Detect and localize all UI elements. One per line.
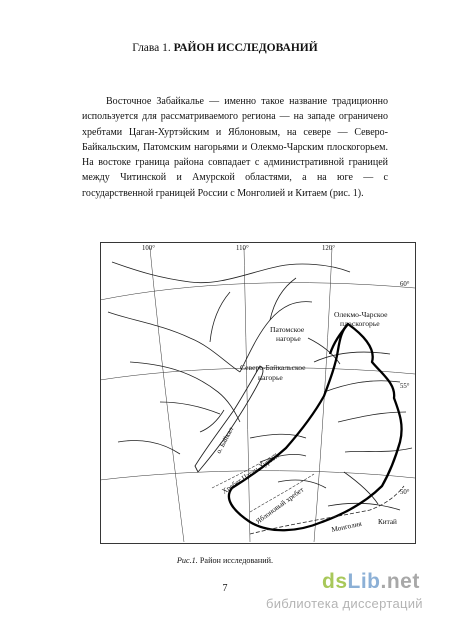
lon-label-110: 110° [236,245,249,252]
lake-baikal [195,366,263,472]
label-patom-2: нагорье [276,334,301,343]
label-yablon: Яблоновый хребет [254,485,306,526]
label-patom-1: Патомское [270,325,305,334]
figure-caption [0,556,450,565]
label-olekmo-1: Олекмо-Чарское [334,310,388,319]
label-tsagan: Хребет Цаган-Хуртэй [220,451,281,496]
watermark-logo [322,570,420,594]
chapter-title: РАЙОН ИССЛЕДОВАНИЙ [173,42,318,54]
map-svg [100,242,416,544]
lat-label-60: 60° [400,281,410,288]
rivers [108,262,412,510]
label-sevbaik-1: Северо-Байкальское [240,363,306,372]
lon-label-120: 120° [322,245,335,252]
chapter-prefix: Глава 1. [132,42,171,54]
label-mongolia: Монголия [330,519,363,534]
label-olekmo-2: плоскогорье [340,319,380,328]
chapter-heading [0,42,450,54]
watermark-subtitle: библиотека диссертаций [266,596,423,611]
body-paragraph: Восточное Забайкалье — именно такое название традиционно используется для рассматриваемого региона — на западе ограничено хребтами Цаган-Хуртэйским и Яблоновым, на севере — Северо-Байкальским, Патомским нагорьями и Олекмо-Чарским плоскогорьем. На востоке граница района совпадает с административной границей между Читинской и Амурской областями, а на юге — с государственной границей России с Монголией и Китаем (рис. 1). [82,96,388,199]
watermark-lib: Lib [347,570,381,593]
page-number: 7 [222,583,228,594]
lat-label-55: 55° [400,383,410,390]
study-area-map [100,242,416,544]
lon-label-100: 100° [142,245,155,252]
watermark-ds: ds [322,570,348,593]
label-sevbaik-2: нагорье [258,373,283,382]
study-area-boundary [229,324,402,530]
label-china: Китай [378,518,397,526]
caption-text: Район исследований. [199,556,274,565]
lat-label-50: 50° [400,489,410,496]
watermark-net: .net [380,570,420,593]
label-baikal: о. Байкал [214,425,236,455]
caption-prefix: Рис.1. [176,556,198,565]
